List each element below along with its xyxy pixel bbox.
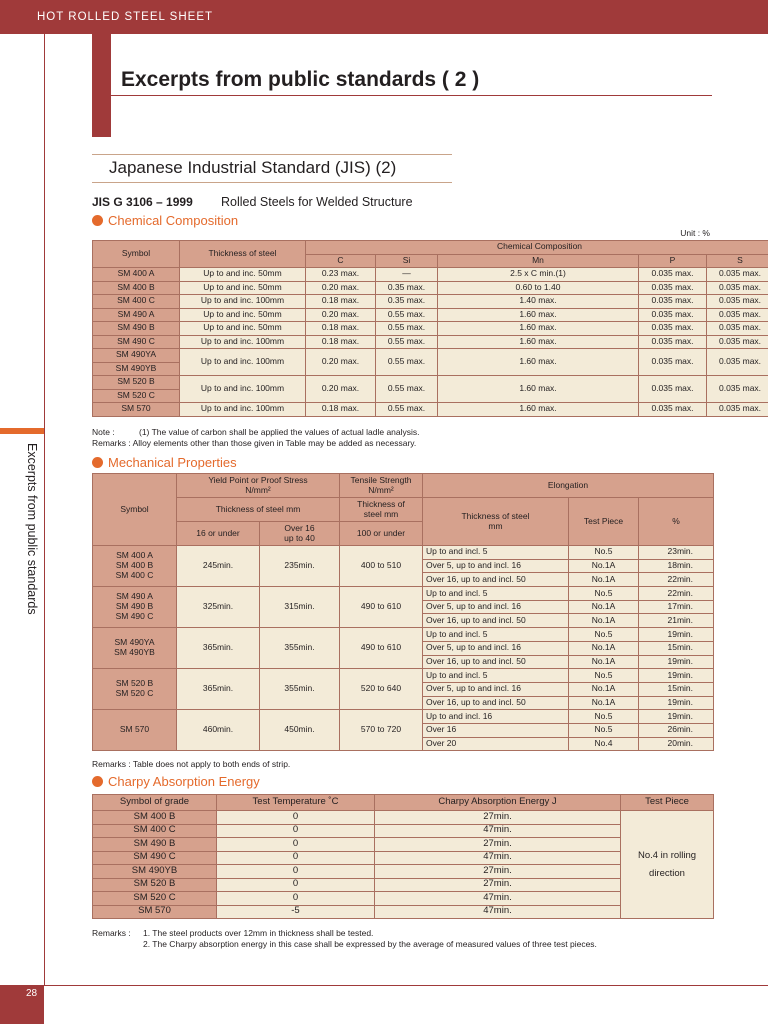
page-number: 28	[26, 988, 38, 999]
sidebar-tab	[0, 428, 44, 434]
table-row	[93, 628, 714, 642]
table-row	[93, 824, 714, 838]
cell-si: —	[376, 268, 438, 282]
cell-elong-thickness: Over 5, up to and incl. 16	[423, 559, 569, 573]
cell-p: 0.035 max.	[639, 349, 707, 376]
symbol-line: SM 520 C	[115, 688, 154, 699]
cell-symbol: SM 490 A	[93, 308, 180, 322]
cell-yield-40: 355min.	[260, 628, 340, 669]
cell-thickness: Up to and inc. 50mm	[180, 268, 306, 282]
cell-temp: -5	[217, 905, 375, 919]
cell-c: 0.20 max.	[306, 281, 376, 295]
header-si: Si	[376, 254, 438, 268]
table-header-row	[93, 241, 768, 255]
header-thickness-elongation	[423, 498, 569, 546]
cell-test-piece: No.5	[569, 546, 639, 560]
standard-id: JIS G 3106 – 1999	[92, 195, 193, 209]
symbol-line: SM 490YB	[114, 647, 155, 658]
header-elongation: Elongation	[423, 474, 714, 498]
header-c: C	[306, 254, 376, 268]
cell-elong-thickness: Over 16, up to and incl. 50	[423, 573, 569, 587]
cell-elong-thickness: Over 5, up to and incl. 16	[423, 682, 569, 696]
cell-elong-thickness: Up to and incl. 16	[423, 710, 569, 724]
cell-c: 0.18 max.	[306, 403, 376, 417]
cell-energy: 47min.	[375, 851, 621, 865]
jis-rule-bottom	[92, 182, 452, 183]
cell-yield-40: 355min.	[260, 669, 340, 710]
cell-percent: 19min.	[639, 710, 714, 724]
chem-remarks: Remarks : Alloy elements other than those given in Table may be added as necessary.	[92, 438, 417, 448]
header-symbol: Symbol	[93, 241, 180, 268]
mech-remarks: Remarks : Table does not apply to both ends of strip.	[92, 759, 291, 769]
table-row	[93, 268, 768, 282]
cell-tensile: 400 to 510	[340, 546, 423, 587]
cell-si: 0.35 max.	[376, 281, 438, 295]
cell-symbols	[93, 628, 177, 669]
cell-p: 0.035 max.	[639, 335, 707, 349]
cell-percent: 19min.	[639, 669, 714, 683]
header-thickness-elongation-line2: mm	[488, 520, 503, 531]
cell-test-piece: No.1A	[569, 655, 639, 669]
mechanical-properties-table	[92, 473, 714, 751]
cell-grade: SM 490 C	[93, 851, 217, 865]
cell-si: 0.55 max.	[376, 403, 438, 417]
header-mn: Mn	[438, 254, 639, 268]
header-yield	[177, 474, 340, 498]
cell-mn: 1.40 max.	[438, 295, 639, 309]
header-accent	[92, 34, 111, 137]
cell-mn: 1.60 max.	[438, 376, 639, 403]
cell-p: 0.035 max.	[639, 281, 707, 295]
cell-yield-16: 460min.	[177, 710, 260, 751]
cell-energy: 27min.	[375, 878, 621, 892]
unit-label: Unit : %	[680, 228, 710, 238]
bullet-icon	[92, 776, 103, 787]
header-label: HOT ROLLED STEEL SHEET	[37, 11, 214, 23]
cell-test-piece: No.1A	[569, 614, 639, 628]
header-16-under: 16 or under	[177, 522, 260, 546]
cell-percent: 17min.	[639, 600, 714, 614]
table-row	[93, 403, 768, 417]
cell-p: 0.035 max.	[639, 308, 707, 322]
header-100-under: 100 or under	[340, 522, 423, 546]
charpy-remark-1: 1. The steel products over 12mm in thickness shall be tested.	[143, 928, 374, 938]
cell-tensile: 490 to 610	[340, 628, 423, 669]
sidebar-divider	[44, 34, 45, 986]
section-chemical-label: Chemical Composition	[108, 213, 239, 228]
cell-yield-40: 450min.	[260, 710, 340, 751]
piece-line: No.4 in rolling	[637, 850, 697, 862]
cell-c: 0.20 max.	[306, 349, 376, 376]
cell-test-piece: No.1A	[569, 696, 639, 710]
cell-thickness: Up to and inc. 50mm	[180, 322, 306, 336]
cell-c: 0.23 max.	[306, 268, 376, 282]
cell-test-piece: No.5	[569, 669, 639, 683]
cell-yield-16: 245min.	[177, 546, 260, 587]
cell-symbols	[93, 546, 177, 587]
cell-percent: 19min.	[639, 628, 714, 642]
header-over16	[260, 522, 340, 546]
cell-grade: SM 490 B	[93, 838, 217, 852]
symbol-line: SM 400 C	[115, 569, 154, 580]
cell-thickness: Up to and inc. 100mm	[180, 403, 306, 417]
cell-thickness: Up to and inc. 50mm	[180, 281, 306, 295]
cell-elong-thickness: Over 5, up to and incl. 16	[423, 600, 569, 614]
cell-si: 0.55 max.	[376, 376, 438, 403]
section-mechanical	[92, 455, 237, 470]
cell-test-piece: No.1A	[569, 600, 639, 614]
header-thickness-of-line2: steel mm	[363, 508, 399, 519]
cell-symbols	[93, 669, 177, 710]
table-row	[93, 322, 768, 336]
header-yield-label: Yield Point or Proof Stress	[208, 474, 308, 485]
table-row	[93, 349, 768, 363]
cell-elong-thickness: Over 20	[423, 737, 569, 751]
symbol-line: SM 490YA	[114, 637, 155, 648]
cell-test-piece: No.1A	[569, 682, 639, 696]
cell-elong-thickness: Up to and incl. 5	[423, 628, 569, 642]
jis-rule-top	[92, 154, 452, 155]
cell-elong-thickness: Over 16, up to and incl. 50	[423, 614, 569, 628]
cell-temp: 0	[217, 824, 375, 838]
cell-temp: 0	[217, 851, 375, 865]
footer-divider	[0, 985, 768, 986]
cell-test-piece: No.5	[569, 710, 639, 724]
cell-s: 0.035 max.	[707, 268, 768, 282]
symbol-line: SM 570	[119, 724, 150, 735]
header-yield-unit: N/mm²	[245, 484, 271, 495]
cell-percent: 20min.	[639, 737, 714, 751]
header-thickness-steel: Thickness of steel mm	[177, 498, 340, 522]
header-tensile	[340, 474, 423, 498]
cell-symbol: SM 570	[93, 403, 180, 417]
cell-percent: 19min.	[639, 655, 714, 669]
cell-energy: 27min.	[375, 865, 621, 879]
cell-s: 0.035 max.	[707, 403, 768, 417]
cell-p: 0.035 max.	[639, 295, 707, 309]
cell-percent: 21min.	[639, 614, 714, 628]
piece-line: direction	[649, 867, 685, 879]
cell-temp: 0	[217, 838, 375, 852]
cell-test-piece: No.1A	[569, 559, 639, 573]
cell-energy: 27min.	[375, 838, 621, 852]
symbol-line: SM 520 B	[115, 678, 154, 689]
cell-symbols	[93, 587, 177, 628]
cell-grade: SM 570	[93, 905, 217, 919]
standard-description: Rolled Steels for Welded Structure	[221, 195, 413, 209]
cell-thickness: Up to and inc. 100mm	[180, 335, 306, 349]
table-row	[93, 376, 768, 390]
cell-percent: 18min.	[639, 559, 714, 573]
cell-thickness: Up to and inc. 100mm	[180, 349, 306, 376]
header-thickness: Thickness of steel	[180, 241, 306, 268]
cell-elong-thickness: Up to and incl. 5	[423, 669, 569, 683]
cell-s: 0.035 max.	[707, 281, 768, 295]
table-row	[93, 878, 714, 892]
cell-c: 0.20 max.	[306, 376, 376, 403]
header-energy: Charpy Absorption Energy J	[375, 795, 621, 811]
cell-si: 0.55 max.	[376, 349, 438, 376]
symbol-line: SM 400 A	[116, 550, 153, 561]
cell-percent: 19min.	[639, 696, 714, 710]
cell-si: 0.55 max.	[376, 308, 438, 322]
cell-mn: 0.60 to 1.40	[438, 281, 639, 295]
cell-symbol: SM 490YA	[93, 349, 180, 363]
cell-elong-thickness: Up to and incl. 5	[423, 587, 569, 601]
symbol-line: SM 400 B	[115, 560, 154, 571]
table-header-row	[93, 474, 714, 498]
cell-si: 0.55 max.	[376, 322, 438, 336]
cell-percent: 15min.	[639, 641, 714, 655]
cell-test-piece: No.5	[569, 587, 639, 601]
cell-symbols	[93, 710, 177, 751]
header-tensile-label: Tensile Strength	[350, 474, 412, 485]
cell-temp: 0	[217, 892, 375, 906]
cell-elong-thickness: Over 16	[423, 723, 569, 737]
cell-yield-16: 325min.	[177, 587, 260, 628]
cell-yield-16: 365min.	[177, 669, 260, 710]
header-over16-line2: up to 40	[284, 532, 315, 543]
cell-mn: 1.60 max.	[438, 335, 639, 349]
cell-mn: 1.60 max.	[438, 403, 639, 417]
cell-s: 0.035 max.	[707, 322, 768, 336]
cell-percent: 26min.	[639, 723, 714, 737]
cell-elong-thickness: Up to and incl. 5	[423, 546, 569, 560]
header-thickness-of	[340, 498, 423, 522]
table-row	[93, 669, 714, 683]
table-row	[93, 335, 768, 349]
table-row	[93, 905, 714, 919]
cell-temp: 0	[217, 865, 375, 879]
header-thickness-elongation-line1: Thickness of steel	[461, 510, 530, 521]
cell-symbol: SM 490YB	[93, 362, 180, 376]
cell-test-piece: No.5	[569, 723, 639, 737]
cell-energy: 27min.	[375, 811, 621, 825]
cell-grade: SM 400 B	[93, 811, 217, 825]
symbol-line: SM 490 C	[115, 610, 154, 621]
table-row	[93, 546, 714, 560]
cell-p: 0.035 max.	[639, 268, 707, 282]
cell-percent: 22min.	[639, 587, 714, 601]
cell-p: 0.035 max.	[639, 403, 707, 417]
cell-energy: 47min.	[375, 824, 621, 838]
cell-s: 0.035 max.	[707, 349, 768, 376]
header-grade: Symbol of grade	[93, 795, 217, 811]
cell-symbol: SM 490 C	[93, 335, 180, 349]
cell-grade: SM 490YB	[93, 865, 217, 879]
cell-mn: 1.60 max.	[438, 308, 639, 322]
cell-symbol: SM 400 B	[93, 281, 180, 295]
header-test-piece: Test Piece	[569, 498, 639, 546]
bullet-icon	[92, 215, 103, 226]
header-symbol: Symbol	[93, 474, 177, 546]
table-header-row	[93, 795, 714, 811]
page-number-box	[0, 986, 44, 1024]
section-chemical	[92, 213, 238, 228]
table-row	[93, 308, 768, 322]
table-row	[93, 710, 714, 724]
table-row	[93, 838, 714, 852]
cell-elong-thickness: Over 16, up to and incl. 50	[423, 696, 569, 710]
section-charpy-label: Charpy Absorption Energy	[108, 774, 260, 789]
cell-c: 0.18 max.	[306, 295, 376, 309]
cell-grade: SM 520 C	[93, 892, 217, 906]
header-tensile-unit: N/mm²	[368, 484, 394, 495]
header-composition: Chemical Composition	[306, 241, 768, 255]
header-percent: %	[639, 498, 714, 546]
cell-p: 0.035 max.	[639, 376, 707, 403]
charpy-table	[92, 794, 714, 919]
note-label: Note :	[92, 427, 115, 437]
cell-test-piece: No.5	[569, 628, 639, 642]
symbol-line: SM 490 A	[116, 591, 153, 602]
cell-elong-thickness: Over 16, up to and incl. 50	[423, 655, 569, 669]
table-row	[93, 892, 714, 906]
cell-p: 0.035 max.	[639, 322, 707, 336]
cell-mn: 1.60 max.	[438, 349, 639, 376]
table-row	[93, 851, 714, 865]
cell-tensile: 570 to 720	[340, 710, 423, 751]
cell-tensile: 520 to 640	[340, 669, 423, 710]
cell-yield-16: 365min.	[177, 628, 260, 669]
page-title: Excerpts from public standards ( 2 )	[121, 68, 480, 91]
table-row	[93, 587, 714, 601]
cell-c: 0.18 max.	[306, 322, 376, 336]
cell-thickness: Up to and inc. 100mm	[180, 295, 306, 309]
cell-thickness: Up to and inc. 100mm	[180, 376, 306, 403]
cell-grade: SM 400 C	[93, 824, 217, 838]
note-text: (1) The value of carbon shall be applied the values of actual ladle analysis.	[139, 427, 420, 437]
header-s: S	[707, 254, 768, 268]
charpy-remarks-label: Remarks :	[92, 928, 131, 938]
cell-c: 0.18 max.	[306, 335, 376, 349]
cell-symbol: SM 520 C	[93, 389, 180, 403]
section-mechanical-label: Mechanical Properties	[108, 455, 237, 470]
cell-symbol: SM 520 B	[93, 376, 180, 390]
cell-c: 0.20 max.	[306, 308, 376, 322]
cell-s: 0.035 max.	[707, 376, 768, 403]
table-row	[93, 811, 714, 825]
cell-test-piece: No.1A	[569, 641, 639, 655]
cell-test-piece	[621, 811, 714, 919]
header-piece: Test Piece	[621, 795, 714, 811]
cell-energy: 47min.	[375, 892, 621, 906]
sidebar-text: Excerpts from public standards	[25, 443, 39, 615]
cell-mn: 1.60 max.	[438, 322, 639, 336]
table-header-row	[93, 498, 714, 522]
header-thickness-of-line1: Thickness of	[357, 498, 405, 509]
cell-yield-40: 315min.	[260, 587, 340, 628]
cell-test-piece: No.4	[569, 737, 639, 751]
cell-symbol: SM 490 B	[93, 322, 180, 336]
cell-symbol: SM 400 C	[93, 295, 180, 309]
cell-s: 0.035 max.	[707, 335, 768, 349]
cell-thickness: Up to and inc. 50mm	[180, 308, 306, 322]
cell-symbol: SM 400 A	[93, 268, 180, 282]
cell-grade: SM 520 B	[93, 878, 217, 892]
cell-mn: 2.5 x C min.(1)	[438, 268, 639, 282]
cell-temp: 0	[217, 878, 375, 892]
table-row	[93, 865, 714, 879]
charpy-remark-2: 2. The Charpy absorption energy in this case shall be expressed by the average of measured values of three test pieces.	[143, 939, 597, 949]
cell-percent: 15min.	[639, 682, 714, 696]
header-p: P	[639, 254, 707, 268]
cell-si: 0.35 max.	[376, 295, 438, 309]
cell-s: 0.035 max.	[707, 295, 768, 309]
cell-test-piece: No.1A	[569, 573, 639, 587]
cell-elong-thickness: Over 5, up to and incl. 16	[423, 641, 569, 655]
title-divider	[111, 95, 712, 96]
cell-energy: 47min.	[375, 905, 621, 919]
cell-s: 0.035 max.	[707, 308, 768, 322]
table-row	[93, 295, 768, 309]
symbol-line: SM 490 B	[115, 601, 154, 612]
cell-percent: 23min.	[639, 546, 714, 560]
header-temp: Test Temperature ˚C	[217, 795, 375, 811]
bullet-icon	[92, 457, 103, 468]
cell-percent: 22min.	[639, 573, 714, 587]
cell-temp: 0	[217, 811, 375, 825]
cell-yield-40: 235min.	[260, 546, 340, 587]
header-bar	[0, 0, 768, 34]
section-charpy	[92, 774, 260, 789]
cell-si: 0.55 max.	[376, 335, 438, 349]
jis-title: Japanese Industrial Standard (JIS) (2)	[109, 158, 397, 177]
table-row	[93, 281, 768, 295]
chemical-composition-table	[92, 240, 768, 417]
header-over16-line1: Over 16	[284, 522, 315, 533]
cell-tensile: 490 to 610	[340, 587, 423, 628]
